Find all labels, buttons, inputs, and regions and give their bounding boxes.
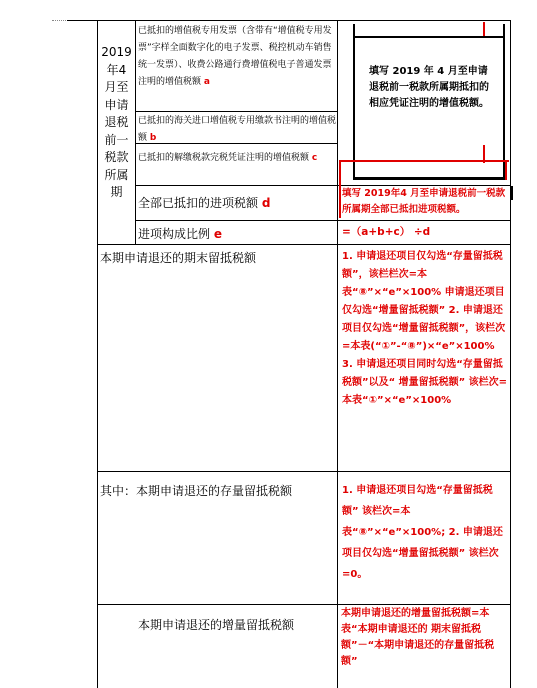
notes-col-divider xyxy=(337,20,338,688)
black-tick xyxy=(510,186,513,200)
side-label-line: 前一 xyxy=(104,132,129,147)
row-c-label xyxy=(138,150,336,167)
row-7-note: 1. 申请退还项目勾选“存量留抵税额” 该栏次=本表“⑧”×“e”×100%; 2. 申请退还项目仅勾选“增量留抵税额” 该栏次=0。 xyxy=(342,485,503,580)
row-e-mark: e xyxy=(213,227,222,241)
row-7-label: 其中：本期申请退还的存量留抵税额 xyxy=(100,484,293,498)
row-divider xyxy=(97,244,510,245)
side-label-line: 月至 xyxy=(104,80,129,94)
side-label-line: 所属 xyxy=(104,167,129,182)
row-e-text: 进项构成比例 xyxy=(138,227,211,241)
side-period-label xyxy=(99,44,134,202)
row-divider xyxy=(97,604,510,605)
row-a-label xyxy=(138,23,336,91)
row-a-mark: a xyxy=(203,77,210,87)
row-c-mark: c xyxy=(311,153,318,163)
row-8-label: 本期申请退还的增量留抵税额 xyxy=(138,618,295,632)
table-top-border xyxy=(67,20,510,21)
row-divider xyxy=(135,111,337,112)
red-box-bracket xyxy=(505,160,507,180)
side-col-divider xyxy=(135,20,136,244)
red-marker-line xyxy=(483,22,485,36)
table-left-border xyxy=(97,20,98,688)
row-e-label xyxy=(138,226,336,242)
row-d-label xyxy=(138,195,336,211)
e-formula-text: =（a+b+c） ÷d xyxy=(342,226,431,238)
row-b-text: 已抵扣的海关进口增值税专用缴款书注明的增值税额 xyxy=(138,116,337,143)
red-box-bracket xyxy=(339,160,509,162)
side-label-line: 税款 xyxy=(104,150,129,164)
row-c-text: 已抵扣的解缴税款完税凭证注明的增值税额 xyxy=(138,153,310,163)
side-label-line: 退税 xyxy=(104,115,129,129)
row-a-text: 已抵扣的增值税专用发票（含带有“增值税专用发票”字样全面数字化的电子发票、税控机动车销售统一发票）、收费公路通行费增值税电子普通发票注明的增值税额 xyxy=(138,26,332,87)
row-divider xyxy=(97,471,510,472)
row-b-label xyxy=(138,113,336,147)
row-8-note: 本期申请退还的增量留抵税额=本表“本期申请退还的 期末留抵税额”－“本期申请退还的存量留抵税额” xyxy=(341,608,495,667)
side-label-line: 2019 xyxy=(101,45,132,59)
table-right-border xyxy=(510,20,511,688)
abc-note-box-top xyxy=(353,36,505,38)
row-6-label: 本期申请退还的期末留抵税额 xyxy=(100,251,257,265)
row-6-note: 1. 申请退还项目仅勾选“存量留抵税额”，该栏栏次=本表“⑧”×“e”×100% 申请退还项目仅勾选“增量留抵税额” 2. 申请退还项目仅勾选“增量留抵税额”，该栏次=本表(“①”-“⑧”)×“e”×100% 3. 申请退还项目同时勾选“存量留抵税额”以及“ 增量留抵税额” 该栏次=本表“①”×“e”×100% xyxy=(342,251,508,406)
abc-note-text: 填写 2019 年 4 月至申请退税前一税款所属期抵扣的相应凭证注明的增值税额。 xyxy=(369,66,489,109)
side-label-line: 申请 xyxy=(104,97,129,112)
red-box-bracket xyxy=(339,160,341,218)
row-d-text: 全部已抵扣的进项税额 xyxy=(138,196,259,210)
d-note-text: 填写 2019年4 月至申请退税前一税款所属期全部已抵扣进项税额。 xyxy=(342,188,506,215)
side-label-line: 期 xyxy=(110,185,123,199)
row-b-mark: b xyxy=(149,133,157,143)
side-label-line: 年4 xyxy=(106,62,127,77)
row-d-mark: d xyxy=(261,196,271,210)
row-divider xyxy=(135,220,510,221)
